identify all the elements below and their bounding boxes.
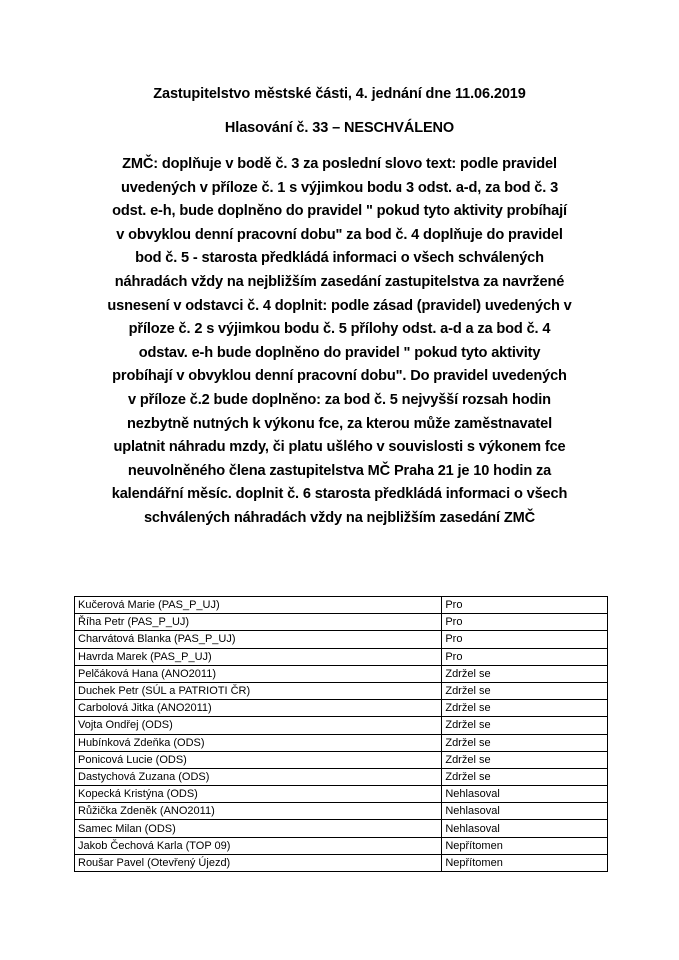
table-row [75,682,608,699]
votes-table [74,596,608,872]
description-line: kalendářní měsíc. doplnit č. 6 starosta předkládá informaci o všech [111,486,568,503]
description-line: odst. e-h, bude doplněno do pravidel " pokud tyto aktivity probíhají [112,203,567,220]
description-line: probíhají v obvyklou denní pracovní dobu". Do pravidel uvedených [112,368,567,385]
description-line: v příloze č.2 bude doplněno: za bod č. 5 nejvyšší rozsah hodin [128,391,551,408]
member-name: Ponicová Lucie (ODS) [75,751,442,768]
table-row [75,700,608,717]
description-line: příloze č. 2 s výjimkou bodu č. 5 přílohy odst. a-d a za bod č. 4 [128,321,551,338]
table-row [75,717,608,734]
vote-value: Nehlasoval [442,820,608,837]
document-heading: Zastupitelstvo městské části, 4. jednání dne 11.06.2019 [153,86,526,102]
table-row [75,597,608,614]
table-row [75,614,608,631]
vote-value: Zdržel se [442,700,608,717]
description-line: v obvyklou denní pracovní dobu" za bod č. 4 doplňuje do pravidel [116,226,563,243]
member-name: Samec Milan (ODS) [75,820,442,837]
description-line: uvedených v příloze č. 1 s výjimkou bodu 3 odst. a-d, za bod č. 3 [120,179,559,196]
vote-value: Zdržel se [442,768,608,785]
vote-value: Pro [442,648,608,665]
member-name: Jakob Čechová Karla (TOP 09) [75,837,442,854]
description-line: ZMČ: doplňuje v bodě č. 3 za poslední slovo text: podle pravidel [122,156,557,172]
vote-value: Pro [442,597,608,614]
vote-value: Zdržel se [442,717,608,734]
description-line: neuvolněného člena zastupitelstva MČ Praha 21 je 10 hodin za [127,462,552,479]
table-row [75,648,608,665]
description-line: schválených náhradách vždy na nejbližším zasedání ZMČ [143,509,536,526]
description-line: nezbytně nutných k výkonu fce, za kterou může zaměstnavatel [126,415,553,432]
member-name: Duchek Petr (SÚL a PATRIOTI ČR) [75,682,442,699]
table-row [75,854,608,871]
member-name: Carbolová Jitka (ANO2011) [75,700,442,717]
description-line: náhradách vždy na nejbližším zasedání zastupitelstva za navržené [114,273,565,290]
member-name: Vojta Ondřej (ODS) [75,717,442,734]
description-line: usnesení v odstavci č. 4 doplnit: podle zásad (pravidel) uvedených v [107,297,572,314]
table-row [75,803,608,820]
vote-value: Zdržel se [442,682,608,699]
description-line: bod č. 5 - starosta předkládá informaci o všech schválených [135,250,544,267]
table-row [75,734,608,751]
description-line: uplatnit náhradu mzdy, či platu ušlého v souvislosti s výkonem fce [113,439,566,456]
member-name: Roušar Pavel (Otevřený Újezd) [75,854,442,871]
member-name: Kopecká Kristýna (ODS) [75,786,442,803]
vote-value: Zdržel se [442,751,608,768]
vote-value: Zdržel se [442,734,608,751]
vote-value: Pro [442,614,608,631]
member-name: Hubínková Zdeňka (ODS) [75,734,442,751]
description-line: odstav. e-h bude doplněno do pravidel " pokud tyto aktivity [138,344,541,361]
resolution-description [72,153,607,531]
member-name: Růžička Zdeněk (ANO2011) [75,803,442,820]
table-row [75,751,608,768]
table-row [75,786,608,803]
table-row [75,665,608,682]
member-name: Kučerová Marie (PAS_P_UJ) [75,597,442,614]
vote-value: Nehlasoval [442,803,608,820]
table-row [75,768,608,785]
member-name: Havrda Marek (PAS_P_UJ) [75,648,442,665]
table-row [75,837,608,854]
vote-value: Nehlasoval [442,786,608,803]
vote-value: Nepřítomen [442,854,608,871]
table-row [75,820,608,837]
vote-title: Hlasování č. 33 – NESCHVÁLENO [224,120,455,136]
vote-value: Zdržel se [442,665,608,682]
member-name: Pelčáková Hana (ANO2011) [75,665,442,682]
member-name: Dastychová Zuzana (ODS) [75,768,442,785]
table-row [75,631,608,648]
member-name: Charvátová Blanka (PAS_P_UJ) [75,631,442,648]
member-name: Říha Petr (PAS_P_UJ) [75,614,442,631]
vote-value: Pro [442,631,608,648]
vote-value: Nepřítomen [442,837,608,854]
